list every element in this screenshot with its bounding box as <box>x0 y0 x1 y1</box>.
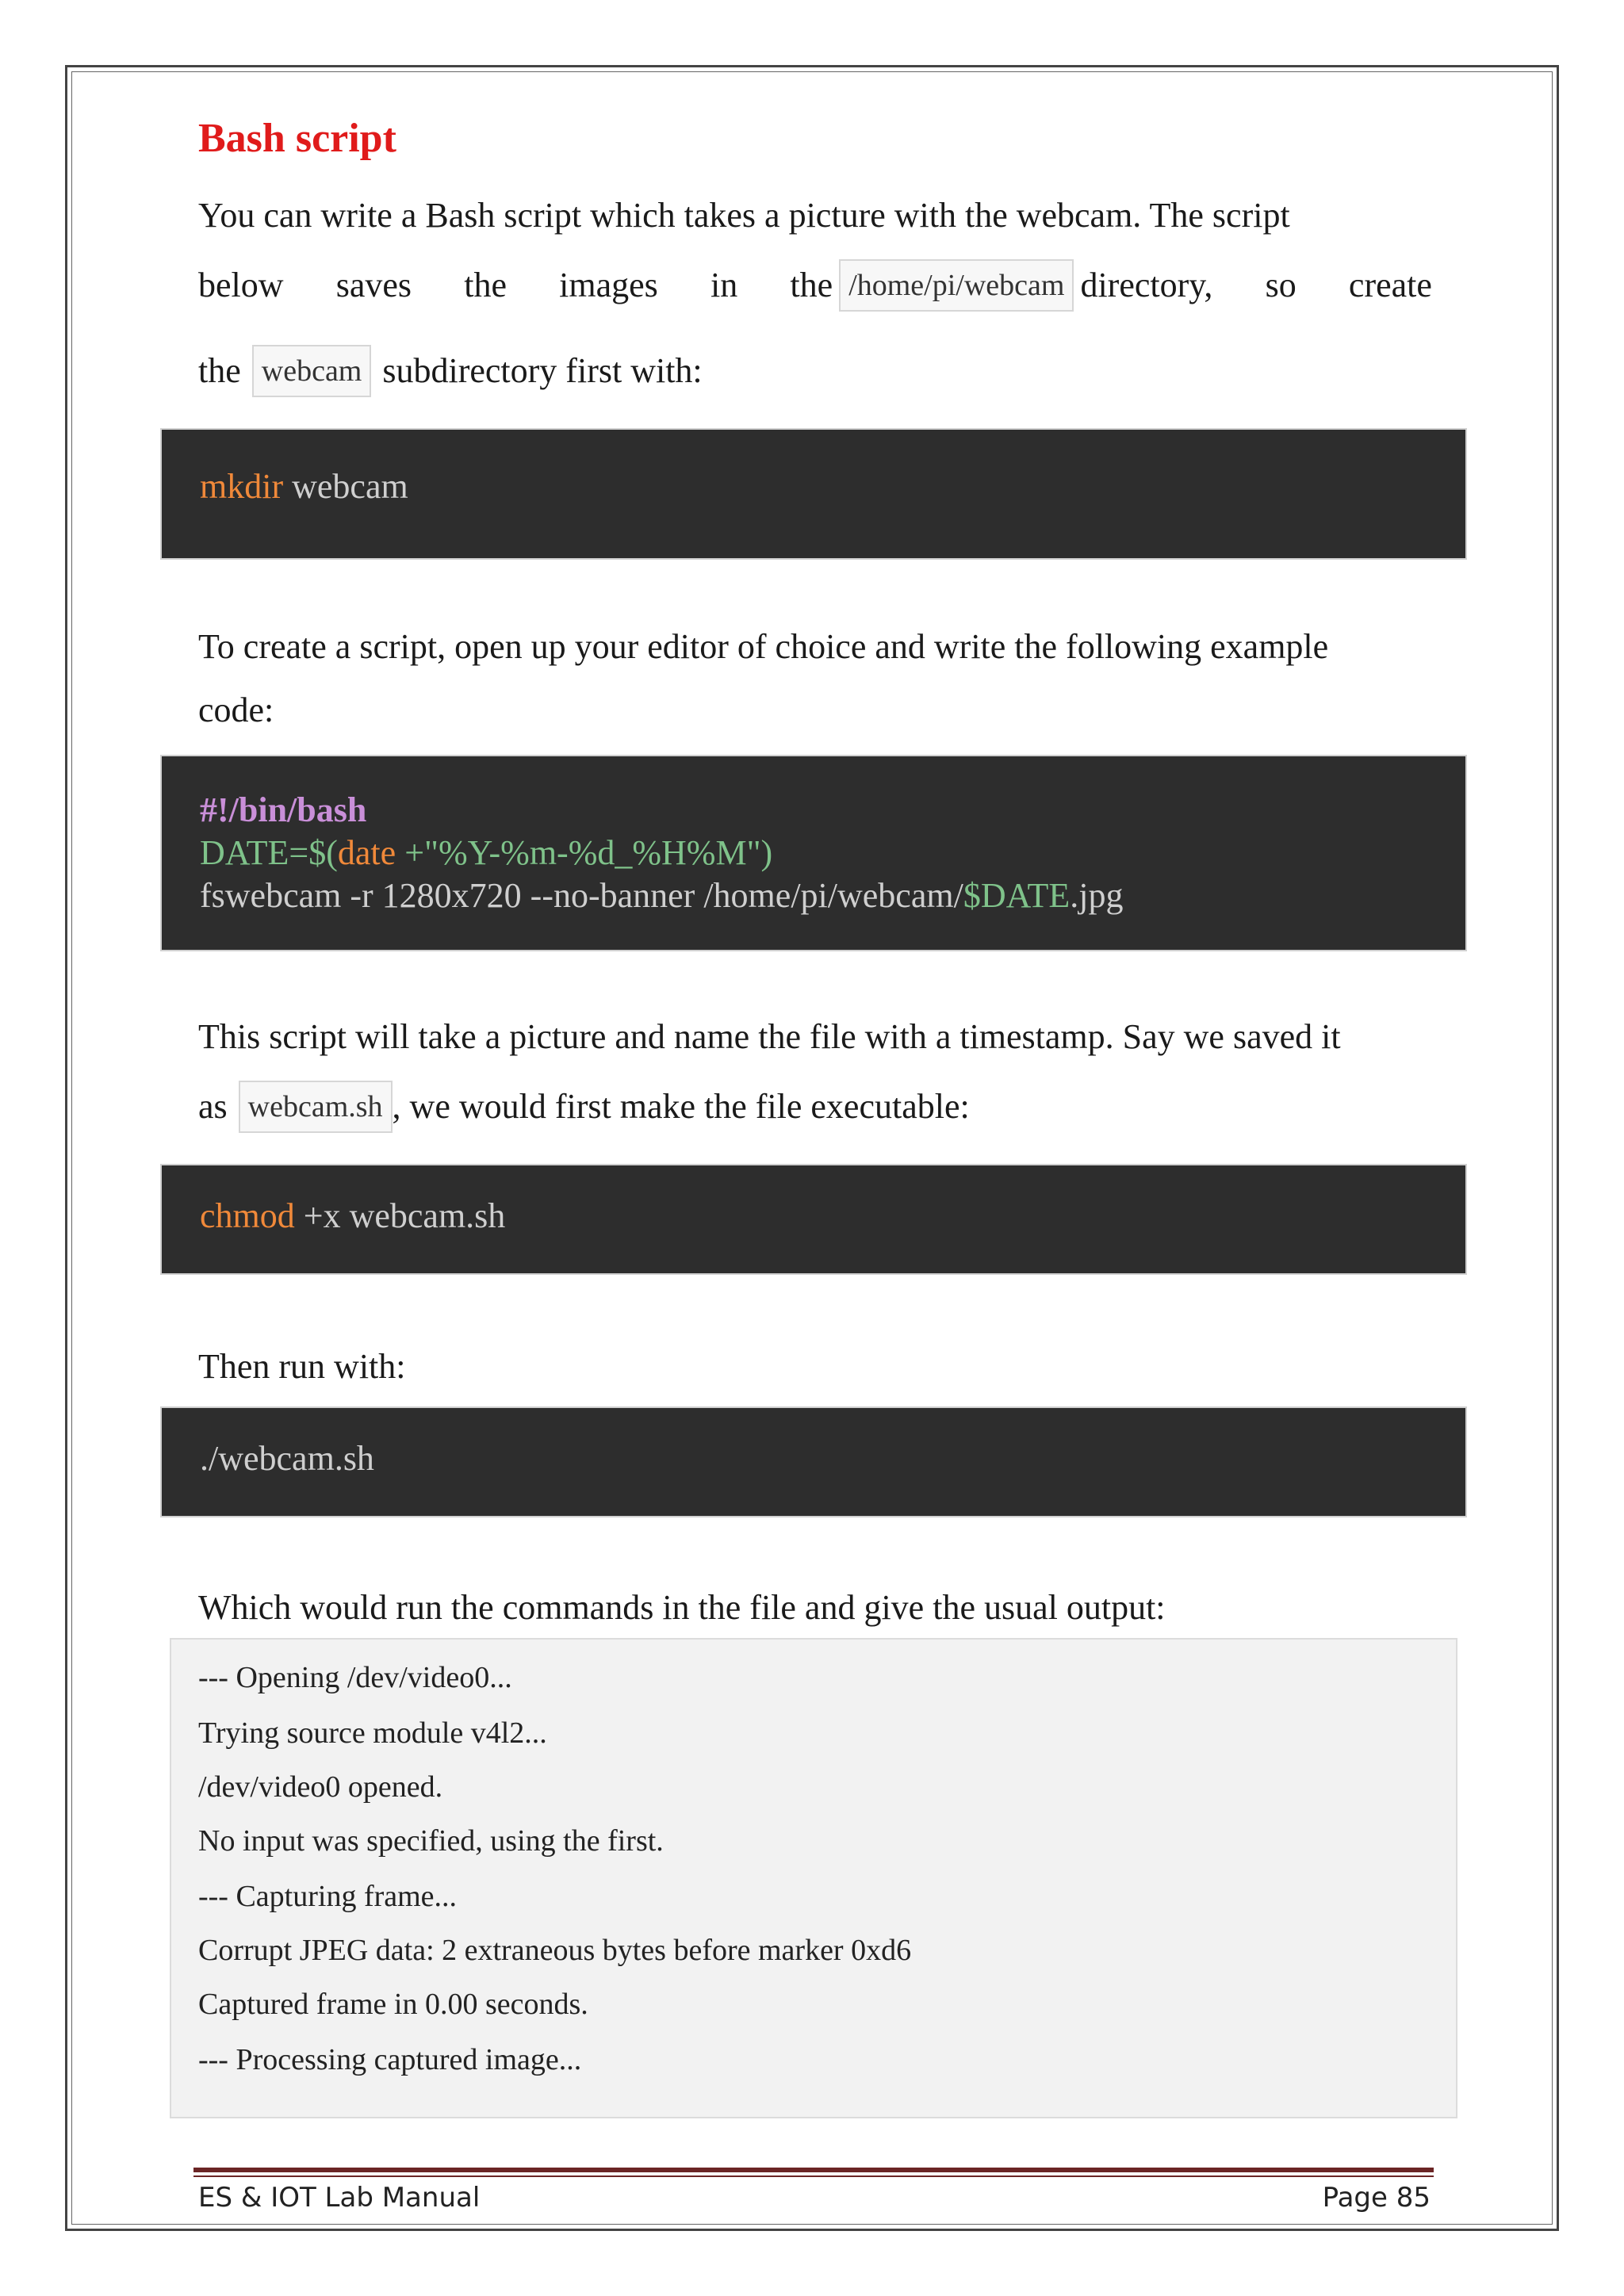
code-line <box>200 875 1123 916</box>
code-arg: +x webcam.sh <box>294 1196 506 1235</box>
output-line: --- Processing captured image... <box>198 2043 582 2076</box>
intro-word: the <box>464 266 507 304</box>
code-variable: $DATE <box>963 876 1071 915</box>
intro-line-2 <box>198 251 1432 320</box>
para-text: as <box>198 1087 228 1126</box>
path-inline-code: /home/pi/webcam <box>839 259 1074 312</box>
output-line: Trying source module v4l2... <box>198 1716 547 1750</box>
code-keyword: date <box>337 833 396 872</box>
output-line: Captured frame in 0.00 seconds. <box>198 1988 588 2021</box>
intro-line-1: You can write a Bash script which takes a picture with the webcam. The script <box>198 196 1290 235</box>
output-line: No input was specified, using the first. <box>198 1824 664 1858</box>
intro-line-3 <box>198 336 1432 406</box>
output-para: Which would run the commands in the file and give the usual output: <box>198 1588 1166 1627</box>
footer-rule <box>193 2168 1434 2172</box>
script-para-line-2: code: <box>198 691 274 729</box>
output-line: --- Opening /dev/video0... <box>198 1661 512 1694</box>
intro-word: saves <box>335 266 412 304</box>
code-line <box>200 790 366 830</box>
code-text: .jpg <box>1070 876 1124 915</box>
code-assign: DATE=$( <box>200 833 338 872</box>
output-line: --- Capturing frame... <box>198 1880 458 1913</box>
code-line <box>200 466 408 507</box>
timestamp-para-line-1: This script will take a picture and name the file with a timestamp. Say we saved it <box>198 1017 1341 1056</box>
run-para: Then run with: <box>198 1347 406 1386</box>
section-heading: Bash script <box>198 116 396 161</box>
code-shebang: #!/bin/bash <box>200 790 367 829</box>
file-inline-code: webcam.sh <box>239 1081 393 1133</box>
code-line <box>200 1196 505 1236</box>
script-para-line-1: To create a script, open up your editor of choice and write the following example <box>198 627 1329 666</box>
code-block-run <box>160 1406 1467 1517</box>
code-block-script <box>160 755 1467 951</box>
dir-inline-code: webcam <box>252 345 372 397</box>
code-line <box>200 832 772 873</box>
output-line: Corrupt JPEG data: 2 extraneous bytes before marker 0xd6 <box>198 1934 912 1967</box>
code-string: +"%Y-%m-%d_%H%M") <box>396 833 773 872</box>
code-text: fswebcam -r 1280x720 --no-banner /home/pi/webcam/ <box>200 876 963 915</box>
output-block <box>170 1638 1457 2118</box>
code-keyword: mkdir <box>200 467 284 506</box>
para-text: , we would first make the file executable: <box>392 1087 970 1126</box>
footer-rule-thin <box>193 2175 1434 2177</box>
path-group <box>790 251 1212 320</box>
timestamp-para-line-2 <box>198 1072 1432 1142</box>
intro-text: the <box>198 351 241 390</box>
code-line: ./webcam.sh <box>200 1439 374 1478</box>
code-arg: webcam <box>283 467 408 506</box>
code-block-mkdir <box>160 428 1467 560</box>
intro-word: the <box>790 266 833 304</box>
page-number: Page 85 <box>1322 2182 1431 2214</box>
intro-word: create <box>1348 266 1432 304</box>
intro-word: below <box>198 266 284 304</box>
intro-word: directory, <box>1080 266 1213 304</box>
intro-text: subdirectory first with: <box>382 351 703 390</box>
output-line: /dev/video0 opened. <box>198 1770 443 1804</box>
intro-word: so <box>1265 266 1297 304</box>
code-keyword: chmod <box>200 1196 295 1235</box>
code-block-chmod <box>160 1164 1467 1275</box>
footer-title: ES & IOT Lab Manual <box>198 2182 481 2214</box>
intro-word: in <box>710 266 738 304</box>
intro-word: images <box>559 266 658 304</box>
